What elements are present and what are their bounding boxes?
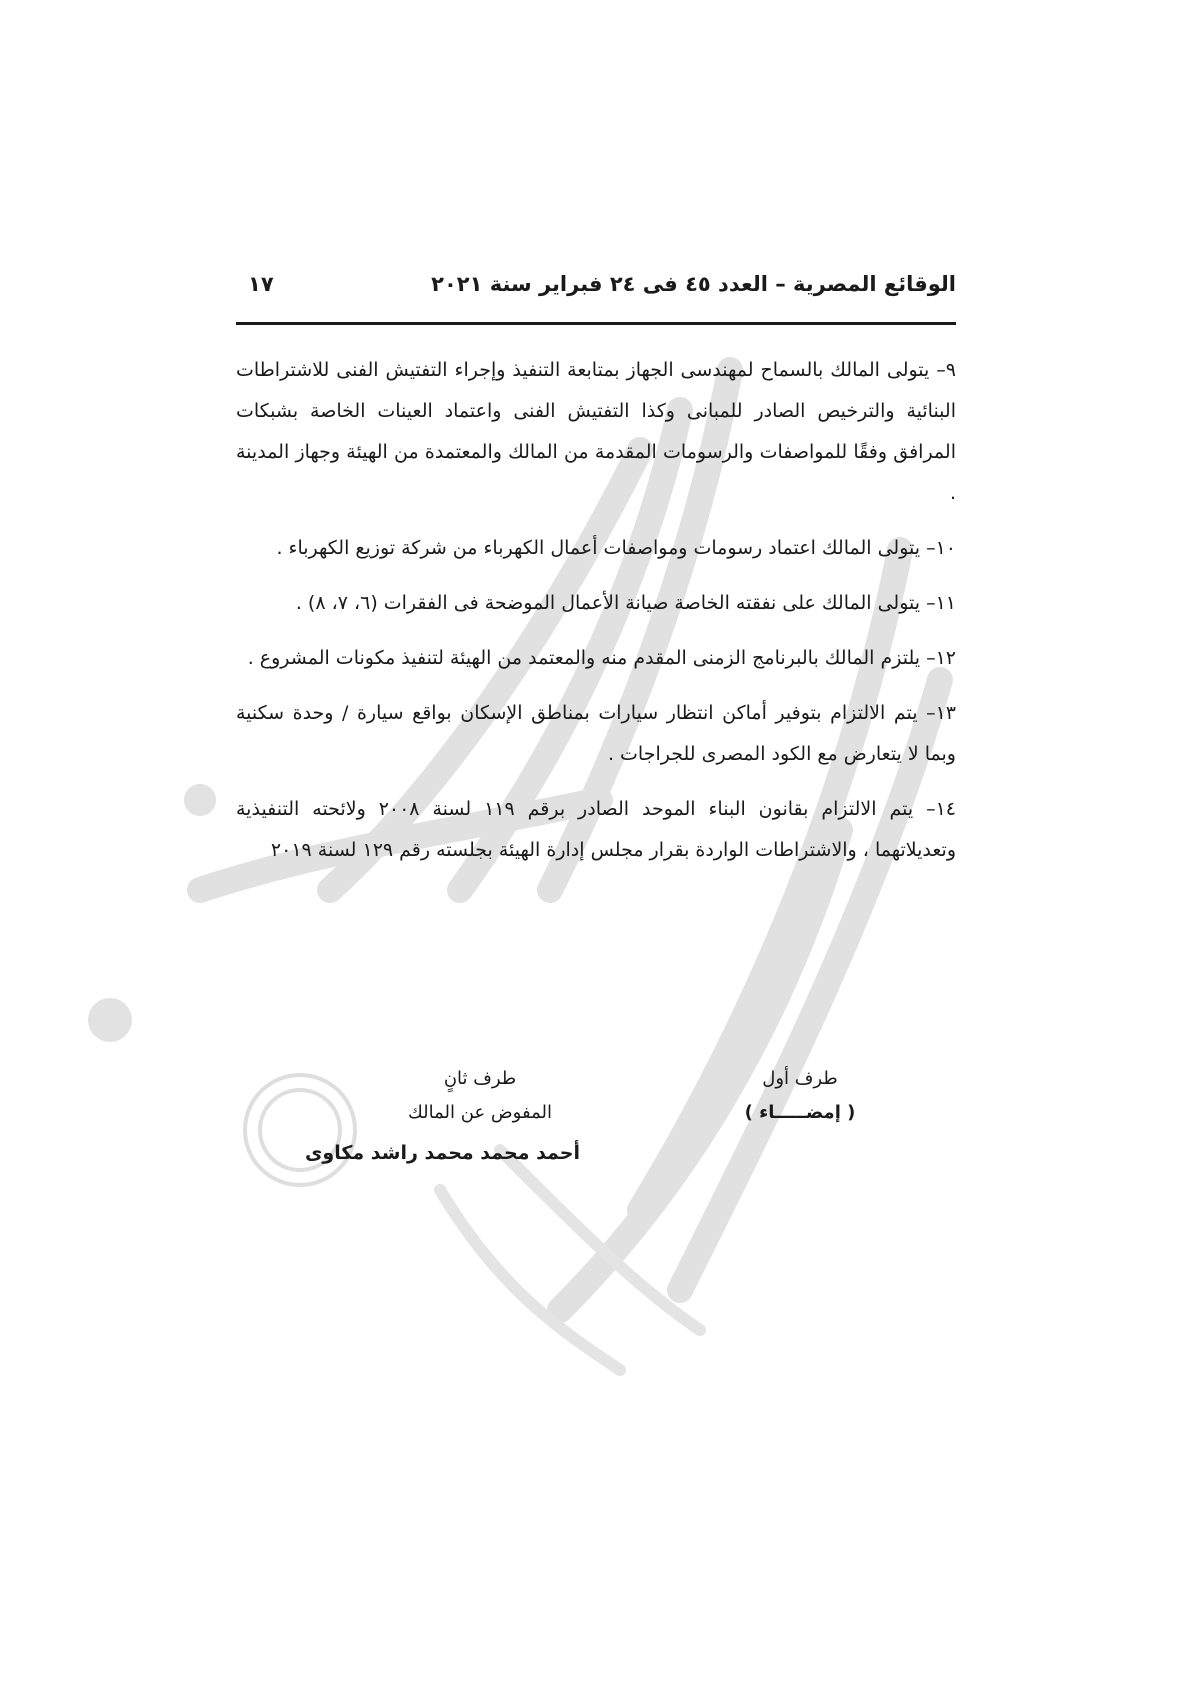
header-divider (236, 322, 956, 325)
second-party-name: أحمد محمد محمد راشد مكاوى (305, 1142, 580, 1164)
page-number: ١٧ (248, 272, 274, 296)
gazette-title: الوقائع المصرية – العدد ٤٥ فى ٢٤ فبراير سنة ٢٠٢١ (431, 272, 956, 296)
clause-12: ١٢– يلتزم المالك بالبرنامج الزمنى المقدم منه والمعتمد من الهيئة لتنفيذ مكونات المشروع . (247, 647, 956, 669)
first-party-sign: ( إمضـــــاء ) (744, 1102, 856, 1123)
first-party-label: طرف أول (762, 1068, 838, 1089)
first-party-signature (730, 1062, 870, 1130)
second-party-signature (380, 1062, 580, 1130)
clauses-list (236, 350, 956, 885)
clause-14: ١٤– يتم الالتزام بقانون البناء الموحد الصادر برقم ١١٩ لسنة ٢٠٠٨ ولائحته التنفيذية وتعديلاتهما ، والاشتراطات الواردة بقرار مجلس إدارة الهيئة بجلسته رقم ١٢٩ لسنة ٢٠١٩ (236, 798, 956, 861)
clause-11: ١١– يتولى المالك على نفقته الخاصة صيانة الأعمال الموضحة فى الفقرات (٦، ٧، ٨) . (295, 592, 956, 614)
second-party-role: المفوض عن المالك (408, 1102, 552, 1123)
page-header (236, 268, 956, 318)
second-party-label: طرف ثانٍ (443, 1068, 517, 1089)
clause-10: ١٠– يتولى المالك اعتماد رسومات ومواصفات أعمال الكهرباء من شركة توزيع الكهرباء . (276, 537, 956, 559)
clause-13: ١٣– يتم الالتزام بتوفير أماكن انتظار سيارات بمناطق الإسكان بواقع سيارة / وحدة سكنية وبما لا يتعارض مع الكود المصرى للجراجات . (236, 702, 956, 765)
clause-9: ٩– يتولى المالك بالسماح لمهندسى الجهاز بمتابعة التنفيذ وإجراء التفتيش الفنى للاشتراطات البنائية والترخيص الصادر للمبانى وكذا التفتيش الفنى واعتماد العينات الخاصة بشبكات المرافق وفقًا للمواصفات والرسومات المقدمة من المالك والمعتمدة من الهيئة وجهاز المدينة . (236, 359, 956, 504)
